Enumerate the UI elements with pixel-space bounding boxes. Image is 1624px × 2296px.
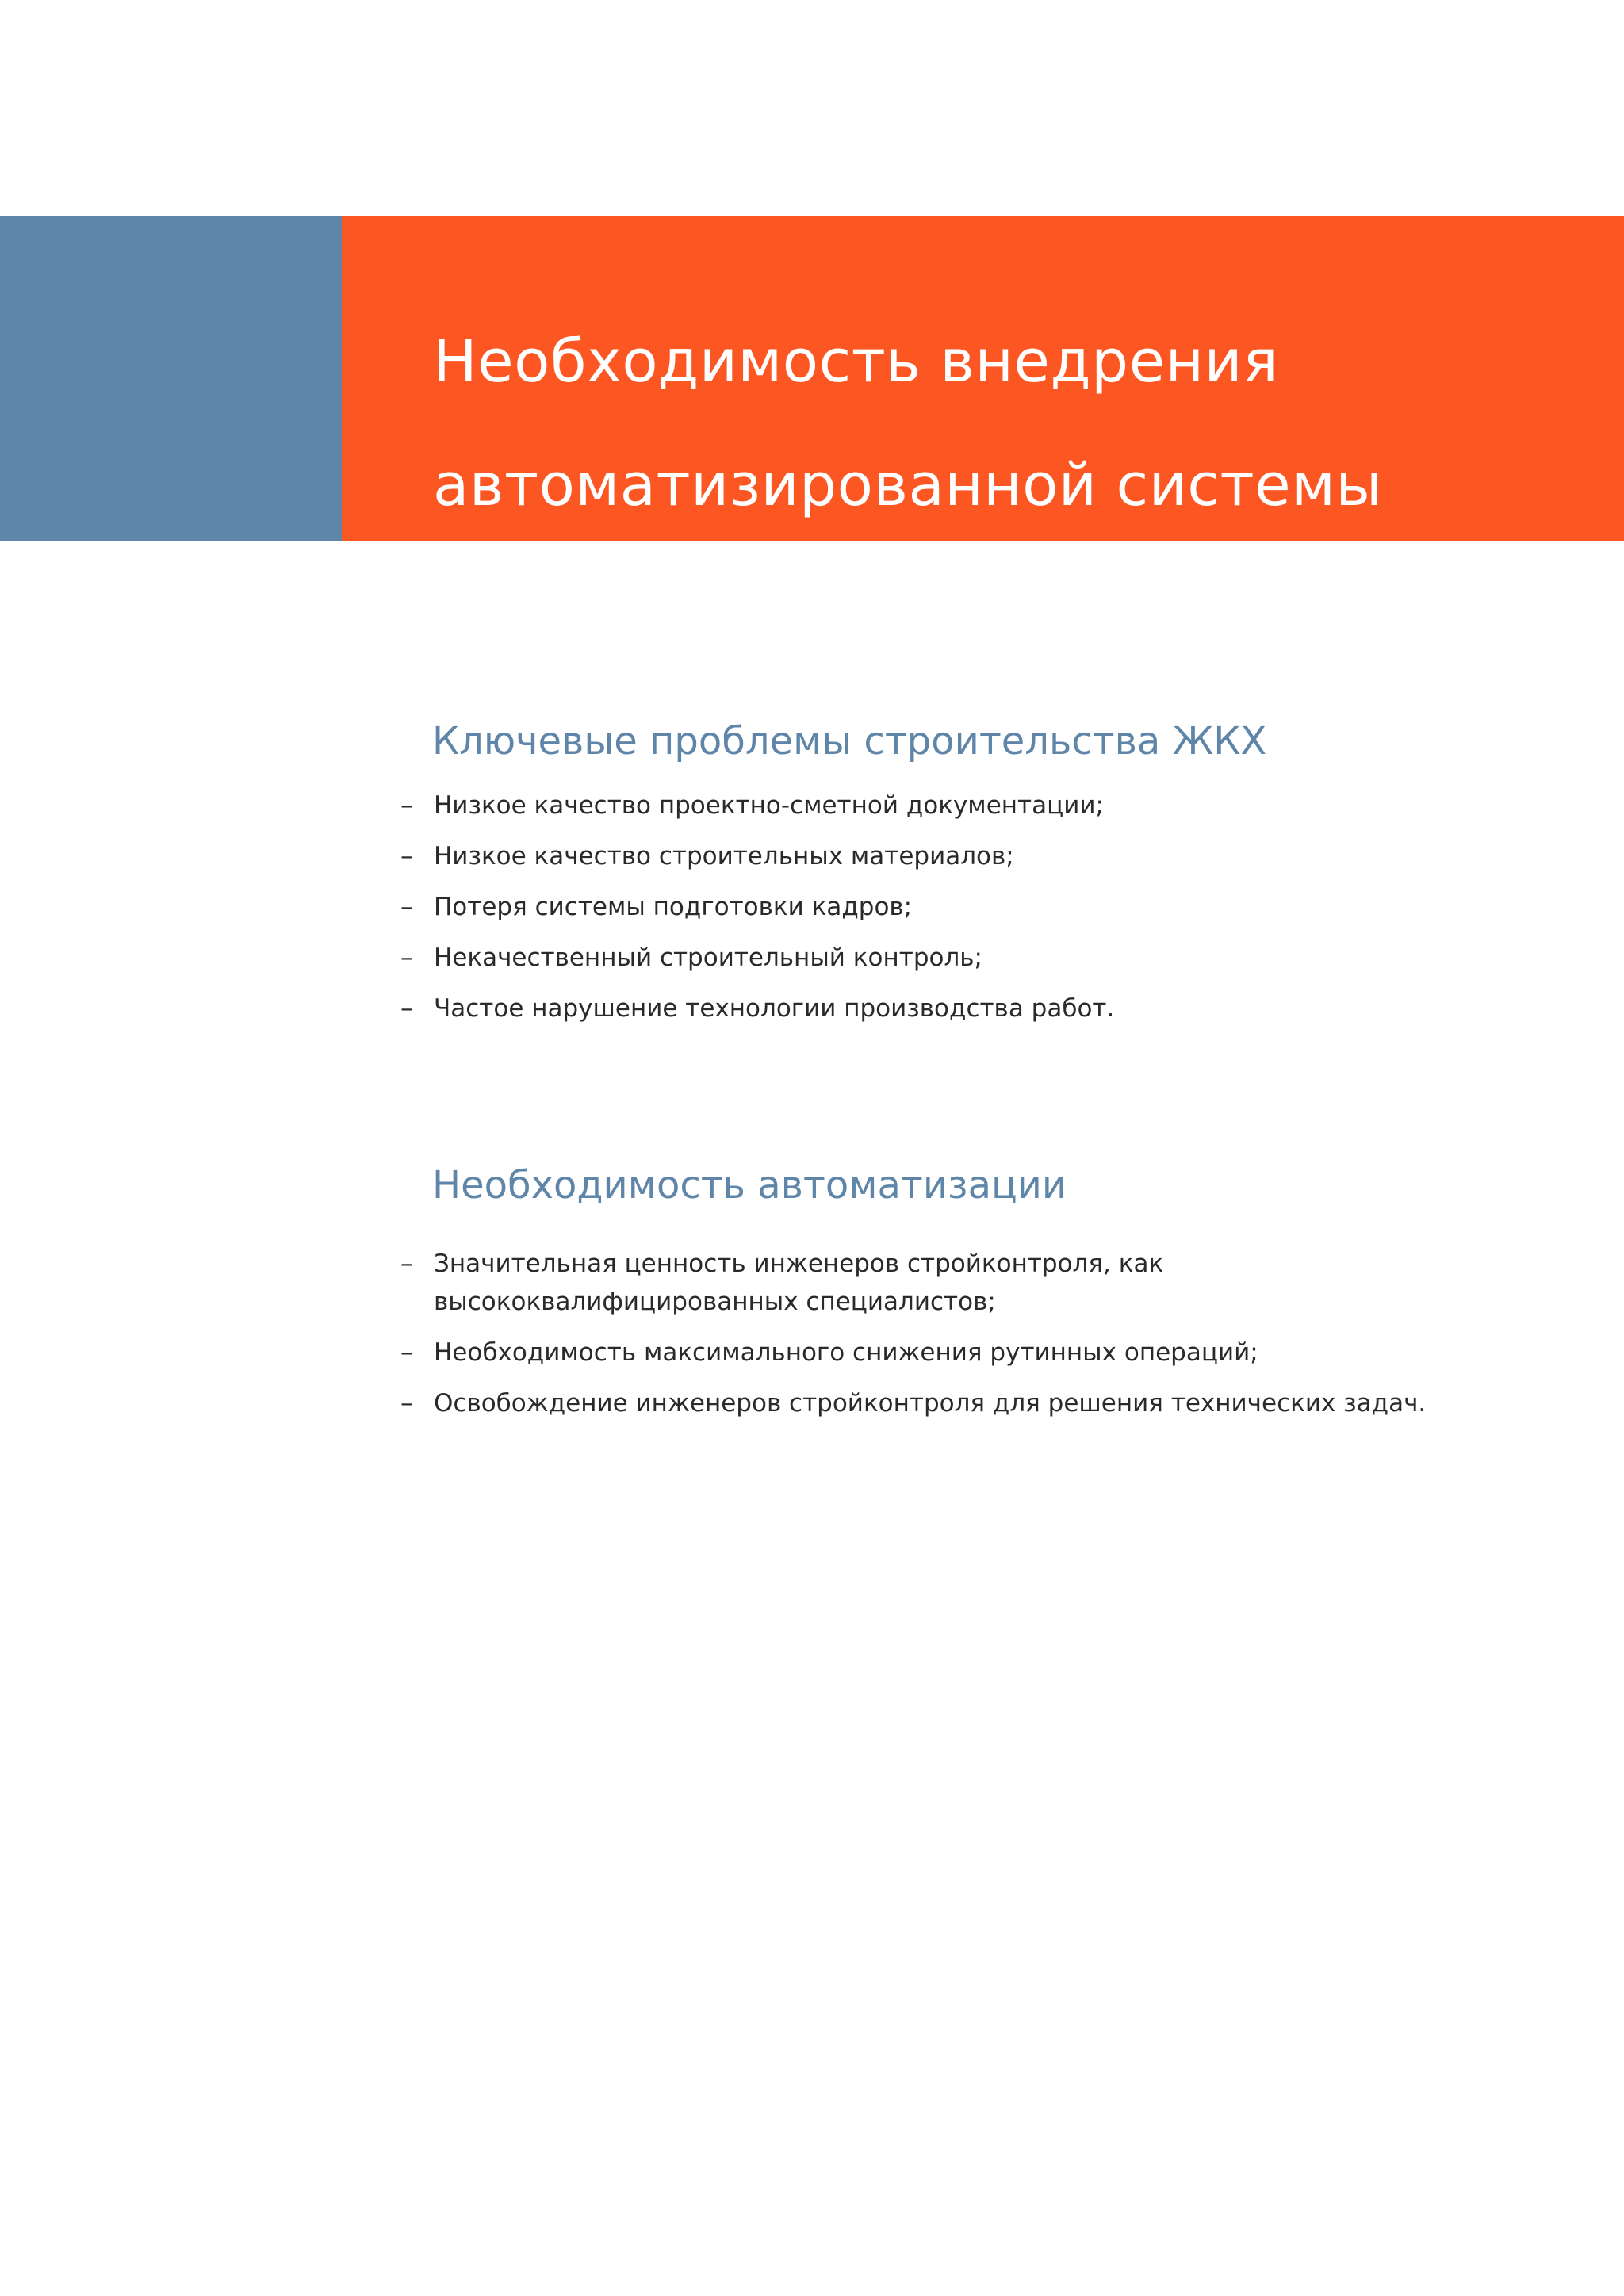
bullet-dash: – [400,791,413,820]
page-title-line-2: автоматизированной системы [433,451,1383,519]
bullet-dash: – [400,943,413,972]
page-title-line-1: Необходимость внедрения [433,327,1279,396]
bullet-dash: – [400,994,413,1023]
list-item [400,786,1511,825]
section-automation-need [400,1158,1511,1435]
bullet-dash: – [400,1389,413,1418]
bullet-dash: – [400,842,413,871]
title-banner [0,216,1624,541]
list-item-text: Потеря системы подготовки кадров; [434,893,913,921]
page-title [433,300,1382,547]
section-key-problems [400,714,1511,1040]
list-item-text: Некачественный строительный контроль; [434,943,982,972]
list-item-text: Частое нарушение технологии производства работ. [434,994,1115,1023]
list-item [400,1245,1511,1321]
list-item-text: Значительная ценность инженеров стройконтроля, как высококвалифицированных специалистов; [434,1249,1164,1316]
list-item-text: Низкое качество проектно-сметной документации; [434,791,1104,820]
bullet-dash: – [400,1338,413,1367]
list-item-text: Освобождение инженеров стройконтроля для решения технических задач. [434,1389,1427,1418]
list-item-text: Необходимость максимального снижения рутинных операций; [434,1338,1258,1367]
list-item [400,1334,1511,1372]
list-item [400,837,1511,875]
banner-orange-block [342,216,1624,541]
section-heading: Необходимость автоматизации [432,1163,1067,1207]
bullet-dash: – [400,1249,413,1278]
banner-blue-block [0,216,342,541]
bullet-list [400,786,1511,1027]
section-heading: Ключевые проблемы строительства ЖКХ [432,719,1267,763]
list-item [400,939,1511,977]
bullet-dash: – [400,893,413,921]
list-item [400,1384,1511,1422]
list-item [400,989,1511,1027]
list-item [400,888,1511,926]
list-item-text: Низкое качество строительных материалов; [434,842,1014,871]
bullet-list [400,1245,1511,1422]
